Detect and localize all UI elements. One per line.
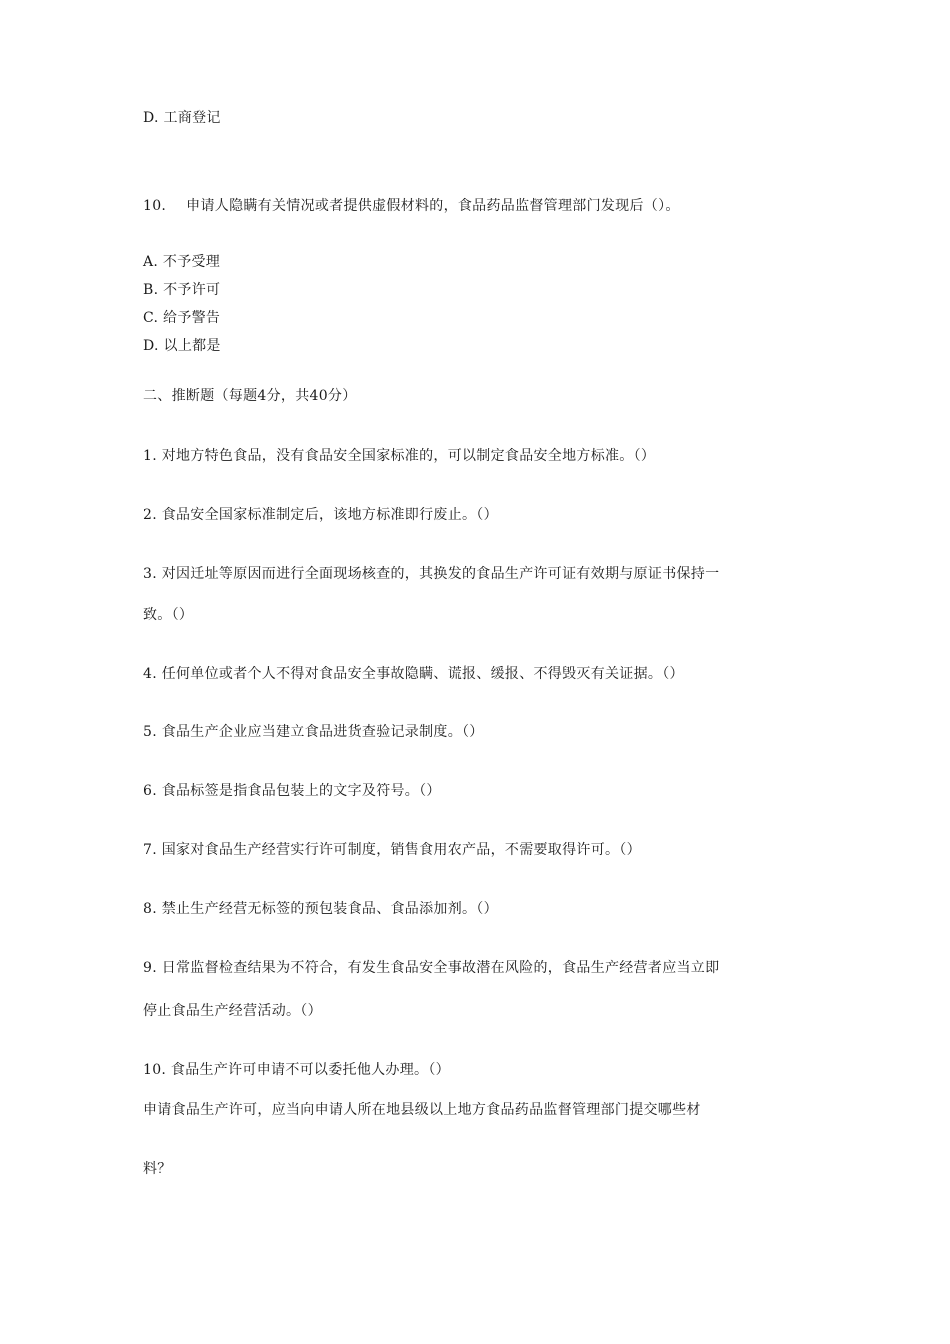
option-a: A. 不予受理 [143,254,221,270]
judgment-item-2: 2. 食品安全国家标准制定后，该地方标准即行废止。（） [143,507,498,523]
judgment-item-1: 1. 对地方特色食品，没有食品安全国家标准的，可以制定食品安全地方标准。（） [143,448,656,464]
judgment-item-3-cont: 致。（） [143,607,194,623]
option-b: B. 不予许可 [143,282,221,298]
judgment-item-6: 6. 食品标签是指食品包装上的文字及符号。（） [143,783,441,799]
question-10 [143,196,680,216]
judgment-item-5: 5. 食品生产企业应当建立食品进货查验记录制度。（） [143,724,484,740]
judgment-item-7: 7. 国家对食品生产经营实行许可制度，销售食用农产品，不需要取得许可。（） [143,842,641,858]
question-text: 申请人隐瞒有关情况或者提供虚假材料的，食品药品监督管理部门发现后（）。 [186,198,680,214]
essay-question-cont: 料？ [143,1161,172,1177]
essay-question: 申请食品生产许可，应当向申请人所在地县级以上地方食品药品监督管理部门提交哪些材 [143,1102,701,1118]
judgment-item-9-cont: 停止食品生产经营活动。（） [143,1003,322,1019]
option-d: D. 以上都是 [143,338,221,354]
question-number: 10. [143,198,167,214]
option-c: C. 给予警告 [143,310,221,326]
judgment-item-10: 10. 食品生产许可申请不可以委托他人办理。（） [143,1062,450,1078]
judgment-item-9: 9. 日常监督检查结果为不符合，有发生食品安全事故潜在风险的，食品生产经营者应当立即 [143,960,720,976]
judgment-item-4: 4. 任何单位或者个人不得对食品安全事故隐瞒、谎报、缓报、不得毁灭有关证据。（） [143,666,684,682]
judgment-item-8: 8. 禁止生产经营无标签的预包装食品、食品添加剂。（） [143,901,498,917]
judgment-item-3: 3. 对因迁址等原因而进行全面现场核查的，其换发的食品生产许可证有效期与原证书保持一 [143,566,720,582]
option-d-previous: D. 工商登记 [143,110,221,126]
section-heading: 二、推断题（每题4分，共40分） [143,388,357,404]
